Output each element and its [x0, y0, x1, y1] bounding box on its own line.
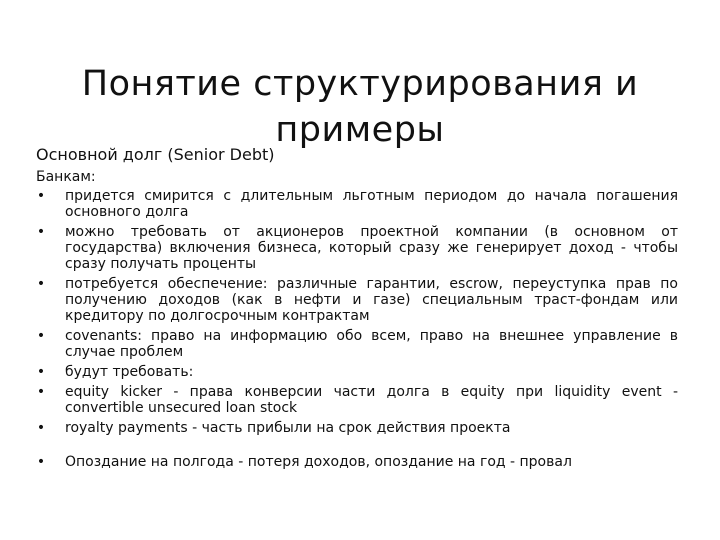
bullet-text: придется смирится с длительным льготным периодом до начала погашения основного долга	[65, 188, 678, 220]
bullet-icon: •	[36, 454, 46, 470]
bullet-text: Опоздание на полгода - потеря доходов, опоздание на год - провал	[65, 454, 572, 470]
intro-label: Банкам:	[36, 169, 96, 185]
bullet-icon: •	[36, 224, 46, 240]
bullet-item	[36, 224, 678, 272]
bullet-icon: •	[36, 364, 46, 380]
bullet-item	[36, 328, 678, 360]
bullet-text: covenants: право на информацию обо всем, право на внешнее управление в случае проблем	[65, 328, 678, 360]
slide-title: Понятие структурирования и примеры	[81, 64, 639, 151]
bullet-icon: •	[36, 188, 46, 204]
bullet-text: будут требовать:	[65, 364, 194, 380]
bullet-text: можно требовать от акционеров проектной компании (в основном от государства) включения бизнеса, который сразу же генерирует доход - чтобы сразу получать проценты	[65, 224, 678, 272]
bullet-icon: •	[36, 276, 46, 292]
bullet-item	[36, 276, 678, 324]
bullet-item	[36, 188, 678, 220]
bullet-text: потребуется обеспечение: различные гарантии, escrow, переуступка прав по получению доходов (как в нефти и газе) специальным траст-фондам или кредитору по долгосрочным контрактам	[65, 276, 678, 324]
bullet-icon: •	[36, 328, 46, 344]
bullet-text: equity kicker - права конверсии части долга в equity при liquidity event - convertible unsecured loan stock	[65, 384, 678, 416]
bullet-list	[36, 188, 678, 474]
bullet-text: royalty payments - часть прибыли на срок действия проекта	[65, 420, 511, 436]
bullet-item	[36, 364, 678, 380]
section-subtitle: Основной долг (Senior Debt)	[36, 145, 275, 164]
bullet-item	[36, 384, 678, 416]
bullet-item	[36, 420, 678, 436]
bullet-item	[36, 454, 678, 470]
bullet-icon: •	[36, 384, 46, 400]
bullet-icon: •	[36, 420, 46, 436]
